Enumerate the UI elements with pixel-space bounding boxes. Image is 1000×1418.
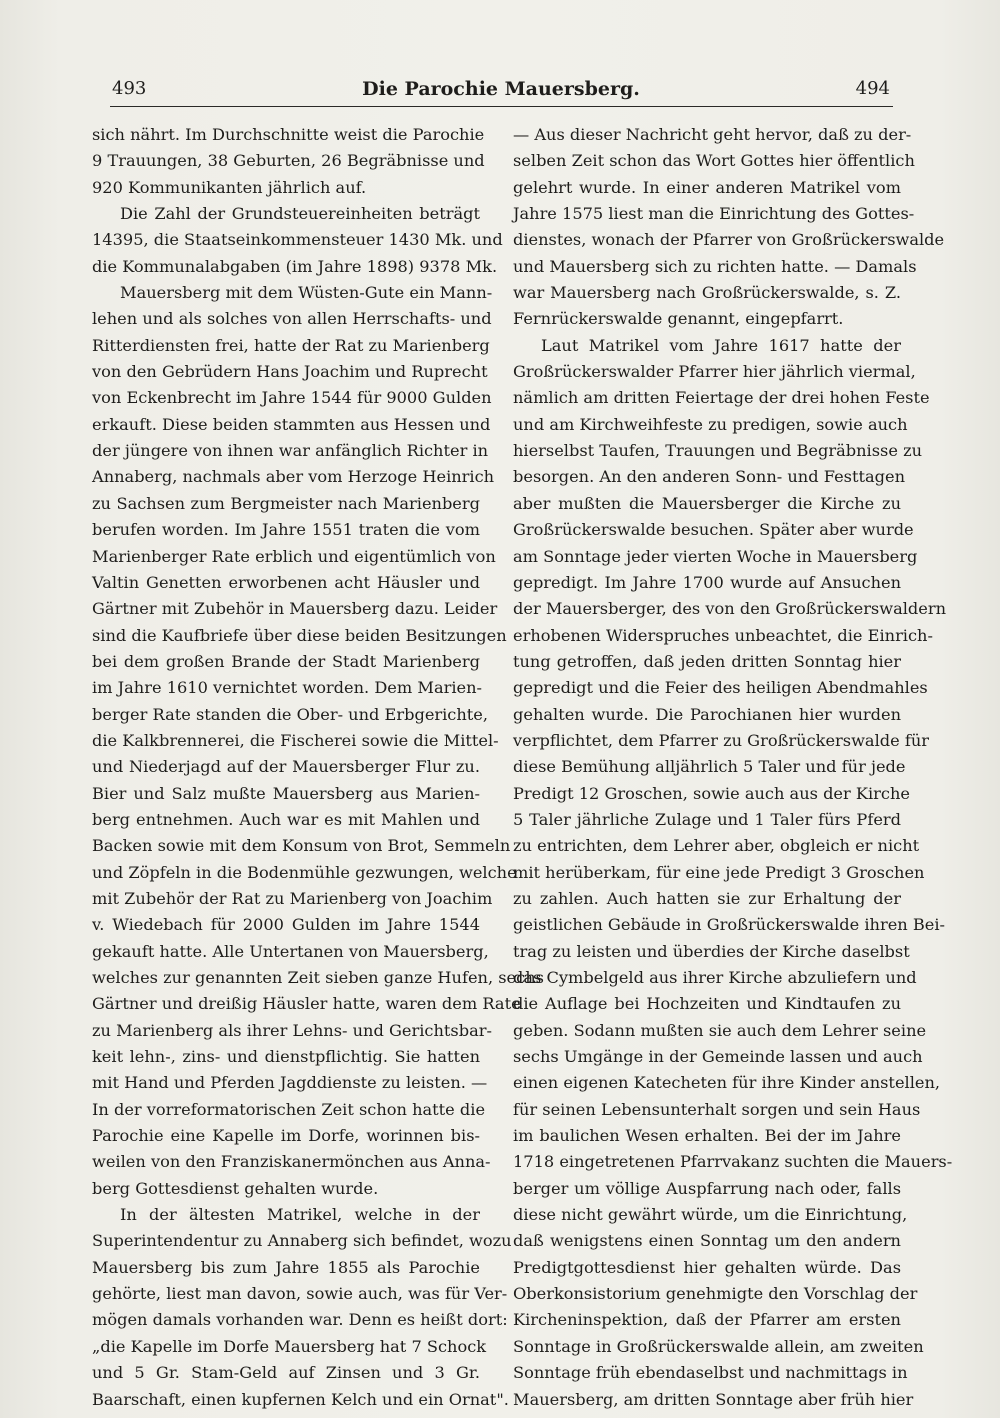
text-line: weilen von den Franziskanermönchen aus Anna-	[92, 1152, 491, 1172]
text-line: der jüngere von ihnen war anfänglich Richter in	[92, 441, 489, 461]
text-line: Marienberger Rate erblich und eigentümlich von	[92, 546, 496, 566]
text-line: „die Kapelle im Dorfe Mauersberg hat 7 Schock	[92, 1336, 487, 1356]
text-line: Ritterdiensten frei, hatte der Rat zu Marienberg	[92, 335, 490, 355]
text-line: gelehrt wurde. In einer anderen Matrikel vom	[513, 177, 901, 197]
text-line: zu entrichten, dem Lehrer aber, obgleich er nicht	[513, 836, 920, 856]
text-line: gepredigt. Im Jahre 1700 wurde auf Ansuchen	[513, 572, 901, 592]
text-line: dienstes, wonach der Pfarrer von Großrückerswalde	[513, 230, 945, 250]
text-line: trag zu leisten und überdies der Kirche daselbst	[513, 941, 910, 961]
text-line: Bier und Salz mußte Mauersberg aus Marien-	[92, 783, 480, 803]
text-line: Gärtner mit Zubehör in Mauersberg dazu. Leider	[92, 599, 498, 619]
text-line: berg entnehmen. Auch war es mit Mahlen und	[92, 809, 480, 829]
text-line: diese Bemühung alljährlich 5 Taler und für jede	[513, 757, 906, 777]
text-line: Fernrückerswalde genannt, eingepfarrt.	[513, 309, 844, 329]
header-rule	[110, 106, 893, 107]
text-line: besorgen. An den anderen Sonn- und Festtagen	[513, 467, 905, 487]
text-line: berger um völlige Auspfarrung nach oder, falls	[513, 1178, 901, 1198]
text-line: der Mauersberger, des von den Großrückerswaldern	[513, 599, 947, 619]
text-line: Oberkonsistorium genehmigte den Vorschlag der	[513, 1284, 918, 1304]
text-line: In der vorreformatorischen Zeit schon hatte die	[92, 1099, 486, 1119]
text-line: am Sonntage jeder vierten Woche in Mauersberg	[513, 546, 918, 566]
text-line: gehalten wurde. Die Parochianen hier wurden	[513, 704, 901, 724]
text-line: v. Wiedebach für 2000 Gulden im Jahre 1544	[92, 915, 480, 935]
text-line: verpflichtet, dem Pfarrer zu Großrückerswalde für	[513, 730, 929, 750]
text-line: berg Gottesdienst gehalten wurde.	[92, 1178, 379, 1198]
text-line: keit lehn-, zins- und dienstpflichtig. Sie hatten	[92, 1047, 480, 1067]
text-line: sind die Kaufbriefe über diese beiden Besitzungen	[92, 625, 507, 645]
text-line: und Niederjagd auf der Mauersberger Flur zu.	[92, 757, 480, 777]
left-text-column	[92, 122, 544, 1413]
text-line: sechs Umgänge in der Gemeinde lassen und auch	[513, 1047, 923, 1067]
text-line: die Kalkbrennerei, die Fischerei sowie die Mittel-	[92, 730, 499, 750]
text-line: 14395, die Staatseinkommensteuer 1430 Mk. und	[92, 230, 503, 250]
text-line: berufen worden. Im Jahre 1551 traten die vom	[92, 520, 480, 540]
text-line: Mauersberg, am dritten Sonntage aber früh hier	[513, 1389, 914, 1409]
text-line: zu zahlen. Auch hatten sie zur Erhaltung der	[513, 888, 901, 908]
text-line: gepredigt und die Feier des heiligen Abendmahles	[513, 678, 928, 698]
text-line: Sonntage früh ebendaselbst und nachmittags in	[513, 1363, 908, 1383]
text-line: 1718 eingetretenen Pfarrvakanz suchten die Mauers-	[513, 1152, 953, 1172]
text-line: einen eigenen Katecheten für ihre Kinder anstellen,	[513, 1073, 941, 1093]
text-line: tung getroffen, daß jeden dritten Sonntag hier	[513, 651, 901, 671]
text-line: Mauersberg mit dem Wüsten-Gute ein Mann-	[120, 283, 493, 303]
text-line: Predigtgottesdienst hier gehalten würde. Das	[513, 1257, 901, 1277]
text-line: und Zöpfeln in die Bodenmühle gezwungen, welche	[92, 862, 517, 882]
text-line: und 5 Gr. Stam-Geld auf Zinsen und 3 Gr.	[92, 1363, 480, 1383]
text-line: die Auflage bei Hochzeiten und Kindtaufen zu	[513, 994, 901, 1014]
text-line: daß wenigstens einen Sonntag um den andern	[513, 1231, 901, 1251]
text-line: 920 Kommunikanten jährlich auf.	[92, 177, 367, 197]
text-line: Backen sowie mit dem Konsum von Brot, Semmeln	[92, 836, 511, 856]
text-line: — Aus dieser Nachricht geht hervor, daß zu der-	[513, 125, 912, 144]
text-line: geistlichen Gebäude in Großrückerswalde ihren Bei-	[513, 915, 945, 935]
text-line: von den Gebrüdern Hans Joachim und Ruprecht	[92, 362, 488, 382]
text-line: welches zur genannten Zeit sieben ganze Hufen, sechs	[92, 968, 544, 987]
text-line: 9 Trauungen, 38 Geburten, 26 Begräbnisse und	[92, 151, 485, 171]
text-line: selben Zeit schon das Wort Gottes hier öffentlich	[513, 151, 915, 171]
text-line: mit Hand und Pferden Jagddienste zu leisten. —	[92, 1073, 488, 1093]
text-line: mögen damals vorhanden war. Denn es heißt dort:	[92, 1310, 508, 1330]
text-line: Annaberg, nachmals aber vom Herzoge Heinrich	[92, 467, 495, 487]
text-line: im baulichen Wesen erhalten. Bei der im Jahre	[513, 1126, 901, 1146]
text-line: und am Kirchweihfeste zu predigen, sowie auch	[513, 414, 908, 434]
text-line: von Eckenbrecht im Jahre 1544 für 9000 Gulden	[92, 388, 492, 408]
text-line: hierselbst Taufen, Trauungen und Begräbnisse zu	[513, 441, 923, 461]
text-line: Die Zahl der Grundsteuereinheiten beträgt	[120, 204, 480, 224]
text-line: zu Sachsen zum Bergmeister nach Marienberg	[92, 493, 480, 513]
text-line: erkauft. Diese beiden stammten aus Hessen und	[92, 414, 491, 434]
text-line: Laut Matrikel vom Jahre 1617 hatte der	[541, 335, 901, 355]
running-title: Die Parochie Mauersberg.	[362, 78, 640, 100]
text-line: Superintendentur zu Annaberg sich befindet, wozu	[92, 1231, 512, 1251]
text-line: für seinen Lebensunterhalt sorgen und sein Haus	[513, 1099, 921, 1119]
text-line: Sonntage in Großrückerswalde allein, am zweiten	[513, 1336, 924, 1356]
text-line: erhobenen Widerspruches unbeachtet, die Einrich-	[513, 625, 933, 645]
text-line: und Mauersberg sich zu richten hatte. — Damals	[513, 256, 917, 276]
text-line: lehen und als solches von allen Herrschafts- und	[92, 309, 492, 329]
text-line: bei dem großen Brande der Stadt Marienberg	[92, 651, 480, 671]
text-line: 5 Taler jährliche Zulage und 1 Taler fürs Pferd	[513, 809, 901, 829]
text-line: Mauersberg bis zum Jahre 1855 als Parochie	[92, 1257, 480, 1277]
text-line: Großrückerswalder Pfarrer hier jährlich viermal,	[513, 362, 916, 382]
text-line: In der ältesten Matrikel, welche in der	[120, 1205, 480, 1225]
text-line: zu Marienberg als ihrer Lehns- und Gerichtsbar-	[92, 1020, 492, 1040]
text-line: berger Rate standen die Ober- und Erbgerichte,	[92, 704, 489, 724]
text-line: sich nährt. Im Durchschnitte weist die Parochie	[92, 125, 485, 144]
right-text-column	[513, 122, 953, 1413]
text-line: geben. Sodann mußten sie auch dem Lehrer seine	[513, 1020, 927, 1040]
text-line: Valtin Genetten erworbenen acht Häusler und	[92, 572, 480, 592]
text-line: Kircheninspektion, daß der Pfarrer am ersten	[513, 1310, 901, 1330]
page-number-left: 493	[112, 78, 147, 99]
text-line: Predigt 12 Groschen, sowie auch aus der Kirche	[513, 783, 910, 803]
text-line: diese nicht gewährt würde, um die Einrichtung,	[513, 1205, 908, 1225]
text-line: im Jahre 1610 vernichtet worden. Dem Marien-	[92, 678, 483, 698]
text-line: Baarschaft, einen kupfernen Kelch und ein Ornat".	[92, 1389, 509, 1409]
text-line: mit Zubehör der Rat zu Marienberg von Joachim	[92, 888, 493, 908]
text-line: gehörte, liest man davon, sowie auch, was für Ver-	[92, 1284, 508, 1304]
text-line: aber mußten die Mauersberger die Kirche zu	[513, 493, 901, 513]
text-line: mit herüberkam, für eine jede Predigt 3 Groschen	[513, 862, 925, 882]
text-line: das Cymbelgeld aus ihrer Kirche abzuliefern und	[513, 968, 917, 987]
text-line: war Mauersberg nach Großrückerswalde, s. Z.	[513, 283, 901, 303]
text-line: Gärtner und dreißig Häusler hatte, waren dem Rate	[92, 994, 521, 1014]
text-line: Parochie eine Kapelle im Dorfe, worinnen bis-	[92, 1126, 480, 1146]
text-line: gekauft hatte. Alle Untertanen von Mauersberg,	[92, 941, 489, 961]
text-line: nämlich am dritten Feiertage der drei hohen Feste	[513, 388, 930, 408]
text-line: Jahre 1575 liest man die Einrichtung des Gottes-	[513, 204, 915, 224]
text-line: die Kommunalabgaben (im Jahre 1898) 9378 Mk.	[92, 256, 498, 276]
text-line: Großrückerswalde besuchen. Später aber wurde	[513, 520, 914, 540]
running-header	[112, 76, 890, 106]
page-number-right: 494	[855, 78, 890, 99]
